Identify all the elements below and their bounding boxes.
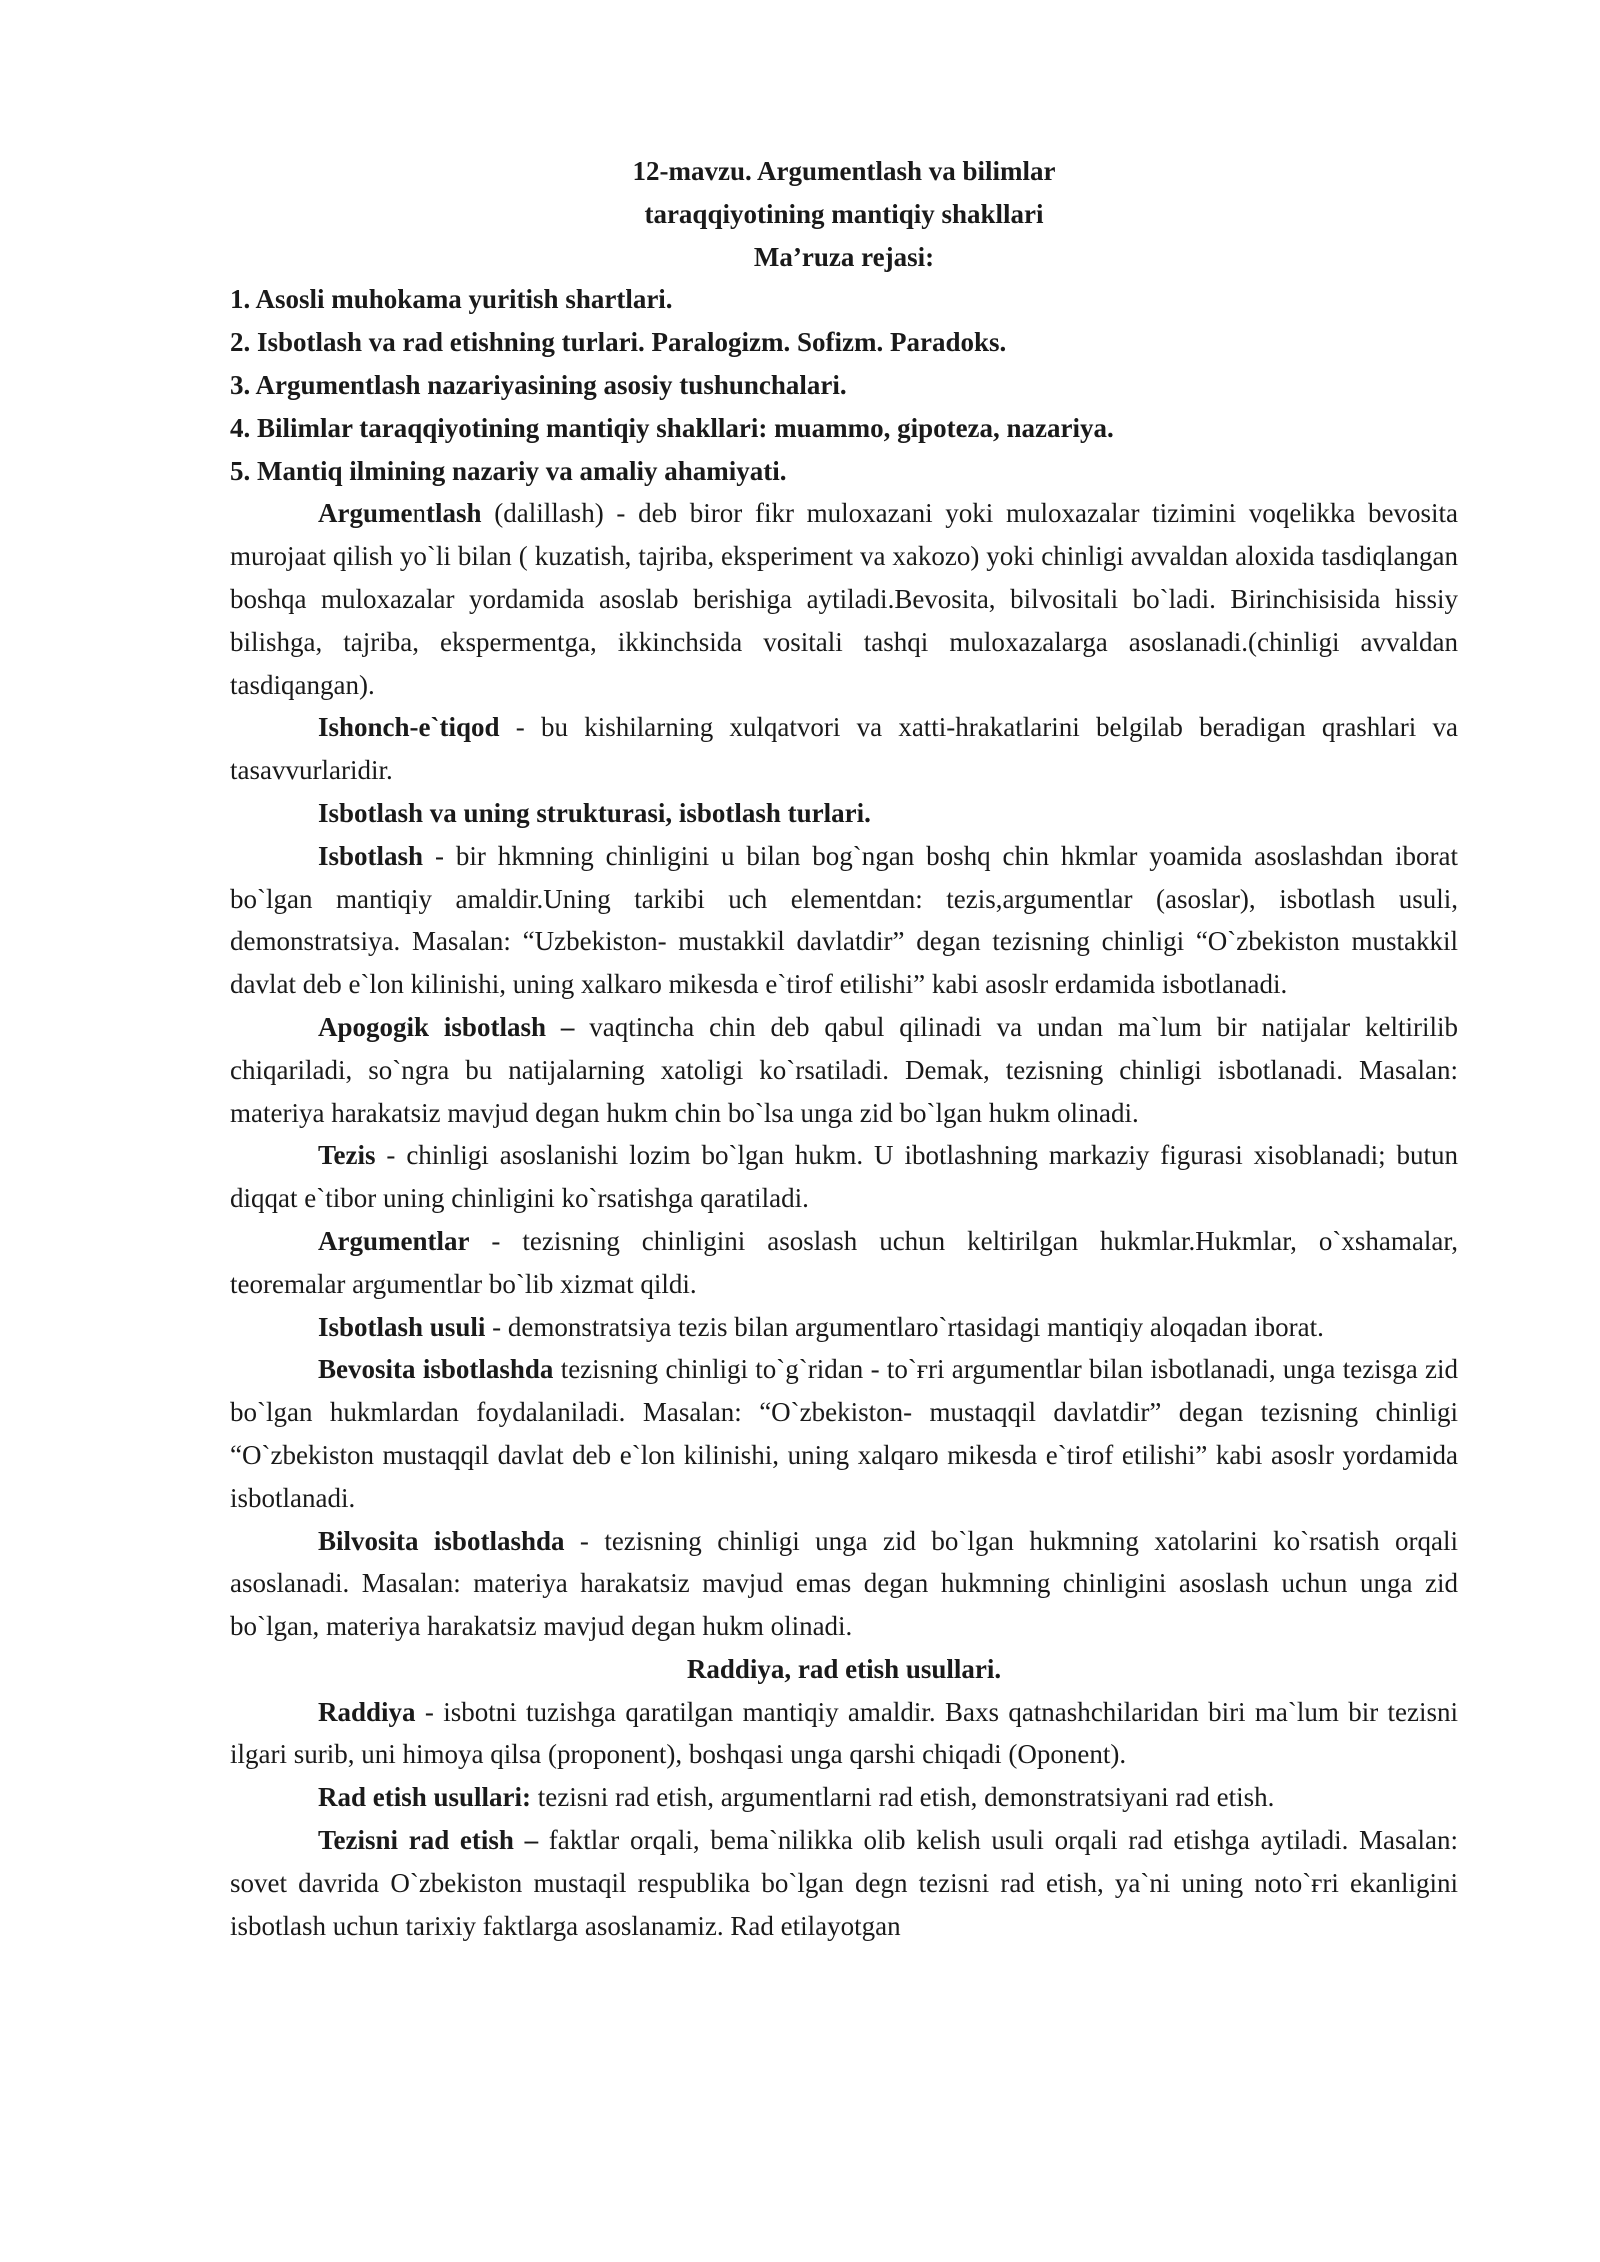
term-argumentlash-b: n — [412, 498, 426, 529]
term-apogogik: Apogogik isbotlash – — [318, 1011, 575, 1042]
paragraph-raddiya — [230, 1691, 1458, 1777]
paragraph-text: - demonstratsiya tezis bilan argumentlaro`rtasidagi mantiqiy aloqadan iborat. — [485, 1311, 1324, 1342]
plan-item: 3. Argumentlash nazariyasining asosiy tushunchalari. — [230, 369, 847, 400]
lecture-plan-heading: Ma’ruza rejasi: — [753, 241, 935, 272]
paragraph-text: tezisning chinligi to`g`ridan - to`ғri argumentlar bilan isbotlanadi, unga tezisga zid bo`lgan hukmlardan foydalaniladi. Masalan: “O`zbekiston- mustaqqil davlatdir” degan tezisning chinligi “O`zbekiston mustaqqil davlat deb e`lon kilinishi, uning xalqaro mikesda e`tirof etilishi” kabi asoslr yordamida isbotlanadi. — [230, 1354, 1458, 1513]
term-ishonch: Ishonch-e`tiqod — [318, 712, 500, 743]
section-heading-raddiya: Raddiya, rad etish usullari. — [686, 1653, 1002, 1684]
paragraph-text: - isbotni tuzishga qaratilgan mantiqiy amaldir. Baxs qatnashchilaridan biri ma`lum bir tezisni ilgari surib, uni himoya qilsa (proponent), boshqasi unga qarshi chiqadi (Oponent). — [230, 1696, 1458, 1770]
paragraph-text: faktlar orqali, bema`nilikka olib kelish usuli orqali rad etishga aytiladi. Masalan: sovet davrida O`zbekiston mustaqil respublika bo`lgan degn tezisni rad etish, ya`ni uning noto`ғri ekanligini isbotlash uchun tarixiy faktlarga asoslanamiz. Rad etilayotgan — [230, 1825, 1458, 1941]
term-bevosita: Bevosita isbotlashda — [318, 1354, 554, 1385]
paragraph-bilvosita — [230, 1520, 1458, 1648]
plan-item: 4. Bilimlar taraqqiyotining mantiqiy shakllari: muammo, gipoteza, nazariya. — [230, 412, 1114, 443]
paragraph-text: - bir hkmning chinligini u bilan bog`ngan boshq chin hkmlar yoamida asoslashdan iborat bo`lgan mantiqiy amaldir.Uning tarkibi uch elementdan: tezis,argumentlar (asoslar), isbotlash usuli, demonstratsiya. Masalan: “Uzbekiston- mustakkil davlatdir” degan tezisning chinligi “O`zbekiston mustakkil davlat deb e`lon kilinishi, uning xalkaro mikesda e`tirof etilishi” kabi asoslr erdamida isbotlanadi. — [230, 840, 1458, 1000]
term-bilvosita: Bilvosita isbotlashda — [318, 1525, 565, 1556]
section-heading-isbotlash: Isbotlash va uning strukturasi, isbotlash turlari. — [318, 797, 871, 828]
paragraph-tezisni-rad — [230, 1819, 1458, 1947]
document-page — [230, 150, 1458, 1947]
paragraph-argumentlash — [230, 492, 1458, 706]
paragraph-bevosita — [230, 1348, 1458, 1519]
term-argumentlar: Argumentlar — [318, 1225, 470, 1256]
plan-item: 2. Isbotlash va rad etishning turlari. Paralogizm. Sofizm. Paradoks. — [230, 327, 1007, 358]
term-argumentlash-c: tlash — [425, 498, 482, 529]
term-argumentlash-a: Argume — [318, 498, 413, 529]
paragraph-text: vaqtincha chin deb qabul qilinadi va undan ma`lum bir natijalar keltirilib chiqariladi, so`ngra bu natijalarning xatoligi ko`rsatiladi. Demak, tezisning chinligi isbotlanadi. Masalan: materiya harakatsiz mavjud degan hukm chin bo`lsa unga zid bo`lgan hukm olinadi. — [230, 1011, 1458, 1128]
term-tezisni-rad: Tezisni rad etish – — [318, 1825, 539, 1856]
paragraph-ishonch — [230, 706, 1458, 792]
term-rad-etish: Rad etish usullari: — [318, 1782, 532, 1813]
paragraph-isbotlash — [230, 835, 1458, 1006]
paragraph-text: tezisni rad etish, argumentlarni rad etish, demonstratsiyani rad etish. — [531, 1782, 1275, 1813]
lecture-plan-list — [230, 278, 1458, 492]
term-raddiya: Raddiya — [318, 1696, 416, 1727]
paragraph-text: - tezisning chinligi unga zid bo`lgan hukmning xatolarini ko`rsatish orqali asoslanadi. Masalan: materiya harakatsiz mavjud emas degan hukmning chinligini asoslash uchun unga zid bo`lgan, materiya harakatsiz mavjud degan hukm olinadi. — [230, 1525, 1458, 1642]
paragraph-rad-etish — [230, 1776, 1458, 1819]
term-isbotlash: Isbotlash — [318, 840, 424, 871]
paragraph-tezis — [230, 1134, 1458, 1220]
paragraph-text: - tezisning chinligini asoslash uchun keltirilgan hukmlar.Hukmlar, o`xshamalar, teoremalar argumentlar bo`lib xizmat qildi. — [230, 1225, 1458, 1299]
plan-item: 5. Mantiq ilmining nazariy va amaliy ahamiyati. — [230, 455, 787, 486]
term-tezis: Tezis — [318, 1140, 376, 1171]
term-isbotlash-usuli: Isbotlash usuli — [318, 1311, 486, 1342]
plan-item: 1. Asosli muhokama yuritish shartlari. — [230, 284, 673, 315]
paragraph-text: - chinligi asoslanishi lozim bo`lgan hukm. U ibotlashning markaziy figurasi xisoblanadi; butun diqqat e`tibor uning chinligini ko`rsatishga qaratiladi. — [230, 1140, 1458, 1214]
paragraph-text: - bu kishilarning xulqatvori va xatti-hrakatlarini belgilab beradigan qrashlari va tasavvurlaridir. — [230, 712, 1458, 786]
lecture-title-line-2: taraqqiyotining mantiqiy shakllari — [644, 198, 1044, 229]
paragraph-isbotlash-usuli — [230, 1306, 1458, 1349]
lecture-title-line-1: 12-mavzu. Argumentlash va bilimlar — [632, 156, 1056, 186]
paragraph-argumentlar — [230, 1220, 1458, 1306]
paragraph-apogogik — [230, 1006, 1458, 1134]
paragraph-text: (dalillash) - deb biror fikr muloxazani yoki muloxazalar tizimini voqelikka bevosita murojaat qilish yo`li bilan ( kuzatish, tajriba, eksperiment va xakozo) yoki chinligi avvaldan aloxida tasdiqlangan boshqa muloxazalar yordamida asoslab berishiga aytiladi.Bevosita, bilvositali bo`ladi. Birinchisisida hissiy bilishga, tajriba, ekspermentga, ikkinchsida vositali tashqi muloxazalarga asoslanadi.(chinligi avvaldan tasdiqangan). — [230, 498, 1458, 700]
